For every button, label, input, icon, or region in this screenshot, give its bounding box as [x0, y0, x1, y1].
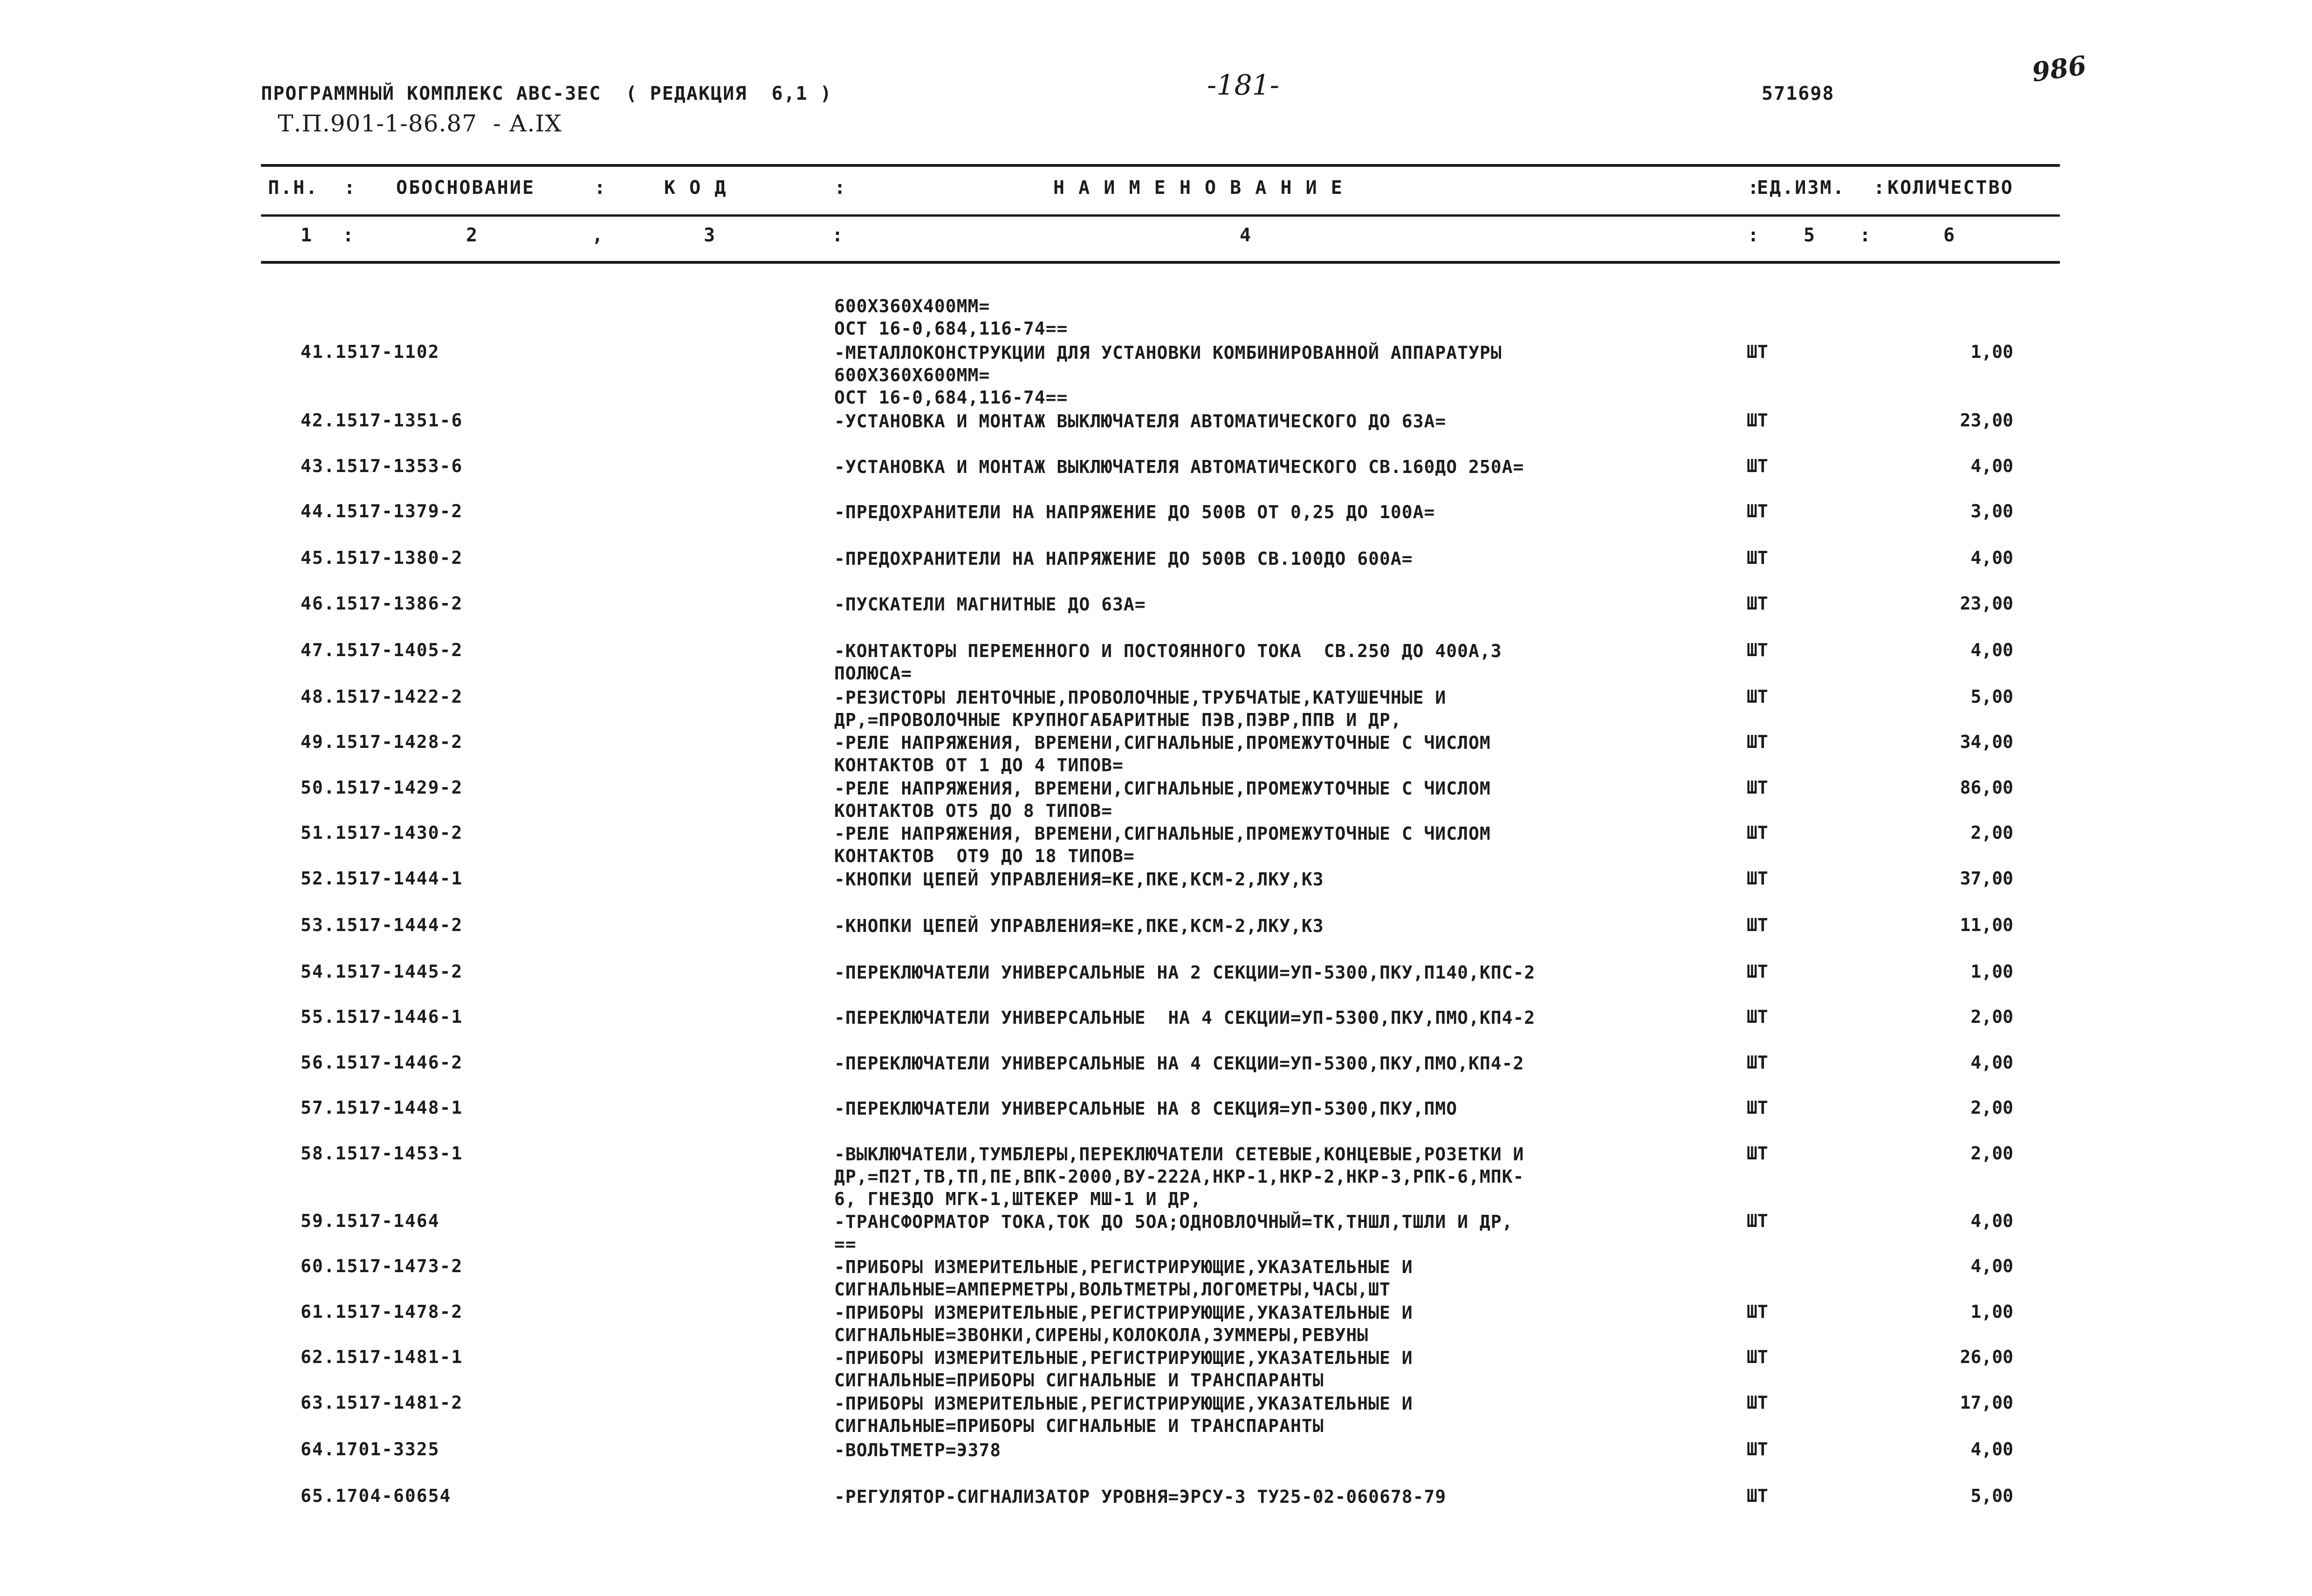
row-name: -ВОЛЬТМЕТР=Э378 — [834, 1440, 1002, 1460]
row-code: 54.1517-1445-2 — [301, 961, 463, 982]
row-code: 63.1517-1481-2 — [301, 1392, 463, 1413]
row-unit: ШТ — [1747, 868, 1768, 889]
row-quantity: 17,00 — [1960, 1392, 2013, 1413]
row-code: 47.1517-1405-2 — [301, 640, 463, 660]
column-separator: : — [343, 225, 354, 246]
column-separator: : — [1873, 177, 1885, 199]
row-name: -КНОПКИ ЦЕПЕЙ УПРАВЛЕНИЯ=КЕ,ПКЕ,КСМ-2,ЛКУ,КЗ — [834, 869, 1324, 890]
row-quantity: 86,00 — [1960, 777, 2013, 798]
row-quantity: 4,00 — [1970, 640, 2013, 660]
column-separator: : — [1859, 225, 1871, 246]
row-quantity: 4,00 — [1970, 1211, 2013, 1231]
row-code: 45.1517-1380-2 — [301, 548, 463, 568]
row-code: 53.1517-1444-2 — [301, 915, 463, 935]
row-name: -РЕЗИСТОРЫ ЛЕНТОЧНЫЕ,ПРОВОЛОЧНЫЕ,ТРУБЧАТЫЕ,КАТУШЕЧНЫЕ И ДР,=ПРОВОЛОЧНЫЕ КРУПНОГАБАРИТНЫЕ ПЭВ,ПЭВР,ППВ И ДР, — [834, 687, 1447, 730]
column-header-item-number: П.Н. — [268, 177, 319, 199]
row-quantity: 2,00 — [1970, 1007, 2013, 1027]
row-unit: ШТ — [1747, 1211, 1768, 1231]
row-unit: ШТ — [1747, 1052, 1768, 1073]
row-name: -ТРАНСФОРМАТОР ТОКА,ТОК ДО 5ОА;ОДНОВЛОЧНЫЙ=ТК,ТНШЛ,ТШЛИ И ДР, == — [834, 1212, 1513, 1254]
row-code: 41.1517-1102 — [301, 342, 440, 362]
row-unit: ШТ — [1747, 640, 1768, 660]
row-code: 62.1517-1481-1 — [301, 1347, 463, 1367]
row-name: -ПРЕДОХРАНИТЕЛИ НА НАПРЯЖЕНИЕ ДО 500В СВ.100ДО 600А= — [834, 548, 1413, 569]
document-code: Т.П.901-1-86.87 - А.IX — [278, 110, 562, 137]
row-code: 42.1517-1351-6 — [301, 410, 463, 431]
row-code: 46.1517-1386-2 — [301, 593, 463, 614]
row-name: -КНОПКИ ЦЕПЕЙ УПРАВЛЕНИЯ=КЕ,ПКЕ,КСМ-2,ЛКУ,КЗ — [834, 916, 1324, 936]
row-code: 61.1517-1478-2 — [301, 1301, 463, 1322]
row-unit: ШТ — [1747, 732, 1768, 752]
row-quantity: 2,00 — [1970, 1143, 2013, 1164]
column-separator: , — [592, 225, 604, 246]
row-name: -МЕТАЛЛОКОНСТРУКЦИИ ДЛЯ УСТАНОВКИ КОМБИНИРОВАННОЙ АППАРАТУРЫ 600Х360Х600ММ= ОСТ 16-0,684,116-74== — [834, 342, 1502, 408]
row-quantity: 37,00 — [1960, 868, 2013, 889]
row-name: -РЕГУЛЯТОР-СИГНАЛИЗАТОР УРОВНЯ=ЭРСУ-3 ТУ25-02-060678-79 — [834, 1486, 1447, 1507]
row-name: -ПРИБОРЫ ИЗМЕРИТЕЛЬНЫЕ,РЕГИСТРИРУЮЩИЕ,УКАЗАТЕЛЬНЫЕ И СИГНАЛЬНЫЕ=ПРИБОРЫ СИГНАЛЬНЫЕ И ТРАНСПАРАНТЫ — [834, 1348, 1413, 1391]
row-name: -ПЕРЕКЛЮЧАТЕЛИ УНИВЕРСАЛЬНЫЕ НА 4 СЕКЦИИ=УП-5300,ПКУ,ПМО,КП4-2 — [834, 1007, 1536, 1028]
column-separator: : — [1748, 225, 1759, 246]
column-number: 1 — [301, 225, 312, 246]
row-name: -ПРЕДОХРАНИТЕЛИ НА НАПРЯЖЕНИЕ ДО 500В ОТ 0,25 ДО 100А= — [834, 502, 1435, 522]
row-name: -ПРИБОРЫ ИЗМЕРИТЕЛЬНЫЕ,РЕГИСТРИРУЮЩИЕ,УКАЗАТЕЛЬНЫЕ И СИГНАЛЬНЫЕ=ЗВОНКИ,СИРЕНЫ,КОЛОКОЛА,ЗУММЕРЫ,РЕВУНЫ — [834, 1302, 1413, 1345]
row-quantity: 1,00 — [1970, 1301, 2013, 1322]
row-code: 59.1517-1464 — [301, 1211, 440, 1231]
row-quantity: 4,00 — [1970, 1256, 2013, 1276]
row-code: 49.1517-1428-2 — [301, 732, 463, 752]
row-quantity: 4,00 — [1970, 456, 2013, 476]
handwritten-number: 986 — [2030, 50, 2088, 88]
row-unit: ШТ — [1747, 686, 1768, 707]
row-unit: ШТ — [1747, 1486, 1768, 1506]
column-separator: : — [832, 225, 844, 246]
row-code: 58.1517-1453-1 — [301, 1143, 463, 1164]
row-quantity: 1,00 — [1970, 342, 2013, 362]
row-unit: ШТ — [1747, 915, 1768, 935]
row-quantity: 2,00 — [1970, 822, 2013, 843]
column-header-quantity: КОЛИЧЕСТВО — [1887, 177, 2014, 199]
row-code: 57.1517-1448-1 — [301, 1097, 463, 1118]
row-unit: ШТ — [1747, 777, 1768, 798]
column-number: 2 — [466, 225, 478, 246]
row-unit: ШТ — [1747, 1439, 1768, 1459]
row-unit: ШТ — [1747, 593, 1768, 614]
row-code: 56.1517-1446-2 — [301, 1052, 463, 1073]
column-header-code: К О Д — [664, 177, 727, 199]
column-number: 6 — [1943, 225, 1955, 246]
row-quantity: 11,00 — [1960, 915, 2013, 935]
row-unit: ШТ — [1747, 1301, 1768, 1322]
row-unit: ШТ — [1747, 1143, 1768, 1164]
row-unit: ШТ — [1747, 548, 1768, 568]
row-quantity: 3,00 — [1970, 501, 2013, 521]
row-unit: ШТ — [1747, 1007, 1768, 1027]
program-title: ПРОГРАММНЫЙ КОМПЛЕКС АВС-3ЕС ( РЕДАКЦИЯ 6,1 ) — [261, 83, 832, 104]
row-unit: ШТ — [1747, 1097, 1768, 1118]
column-header-basis: ОБОСНОВАНИЕ — [396, 177, 535, 199]
row-unit: ШТ — [1747, 456, 1768, 476]
row-unit: ШТ — [1747, 961, 1768, 982]
row-name: -РЕЛЕ НАПРЯЖЕНИЯ, ВРЕМЕНИ,СИГНАЛЬНЫЕ,ПРОМЕЖУТОЧНЫЕ С ЧИСЛОМ КОНТАКТОВ ОТ9 ДО 18 ТИПОВ= — [834, 823, 1491, 866]
row-name: -УСТАНОВКА И МОНТАЖ ВЫКЛЮЧАТЕЛЯ АВТОМАТИЧЕСКОГО СВ.160ДО 250А= — [834, 457, 1524, 477]
row-name: -УСТАНОВКА И МОНТАЖ ВЫКЛЮЧАТЕЛЯ АВТОМАТИЧЕСКОГО ДО 63А= — [834, 411, 1447, 432]
table-body-rule — [261, 261, 2060, 264]
row-name: -ПУСКАТЕЛИ МАГНИТНЫЕ ДО 63А= — [834, 594, 1146, 615]
row-quantity: 34,00 — [1960, 732, 2013, 752]
row-name: -ВЫКЛЮЧАТЕЛИ,ТУМБЛЕРЫ,ПЕРЕКЛЮЧАТЕЛИ СЕТЕВЫЕ,КОНЦЕВЫЕ,РОЗЕТКИ И ДР,=П2Т,ТВ,ТП,ПЕ,ВПК-2000,ВУ-222А,НКР-1,НКР-2,НКР-3,РПК-6,МПК- 6, ГНЕЗДО МГК-1,ШТЕКЕР МШ-1 И ДР, — [834, 1144, 1524, 1209]
column-number: 3 — [704, 225, 715, 246]
row-unit: ШТ — [1747, 822, 1768, 843]
row-quantity: 26,00 — [1960, 1347, 2013, 1367]
row-unit: ШТ — [1747, 501, 1768, 521]
row-code: 48.1517-1422-2 — [301, 686, 463, 707]
row-name: -ПЕРЕКЛЮЧАТЕЛИ УНИВЕРСАЛЬНЫЕ НА 2 СЕКЦИИ=УП-5300,ПКУ,П140,КПС-2 — [834, 962, 1536, 983]
table-header-rule — [261, 214, 2060, 217]
row-quantity: 1,00 — [1970, 961, 2013, 982]
row-code: 44.1517-1379-2 — [301, 501, 463, 521]
row-name: -РЕЛЕ НАПРЯЖЕНИЯ, ВРЕМЕНИ,СИГНАЛЬНЫЕ,ПРОМЕЖУТОЧНЫЕ С ЧИСЛОМ КОНТАКТОВ ОТ 1 ДО 4 ТИПОВ= — [834, 733, 1491, 775]
row-name: -КОНТАКТОРЫ ПЕРЕМЕННОГО И ПОСТОЯННОГО ТОКА СВ.250 ДО 400А,3 ПОЛЮСА= — [834, 641, 1502, 684]
row-quantity: 23,00 — [1960, 593, 2013, 614]
row-code: 55.1517-1446-1 — [301, 1007, 463, 1027]
row-quantity: 4,00 — [1970, 1052, 2013, 1073]
row-code: 64.1701-3325 — [301, 1439, 440, 1459]
table-top-rule — [261, 164, 2060, 167]
column-number: 4 — [1240, 225, 1251, 246]
row-quantity: 4,00 — [1970, 1439, 2013, 1459]
column-separator: : — [594, 177, 606, 199]
row-quantity: 23,00 — [1960, 410, 2013, 431]
row-name: -ПРИБОРЫ ИЗМЕРИТЕЛЬНЫЕ,РЕГИСТРИРУЮЩИЕ,УКАЗАТЕЛЬНЫЕ И СИГНАЛЬНЫЕ=ПРИБОРЫ СИГНАЛЬНЫЕ И ТРАНСПАРАНТЫ — [834, 1393, 1413, 1436]
page-number: -181- — [1207, 69, 1280, 102]
column-header-unit: ЕД.ИЗМ. — [1757, 177, 1845, 199]
row-name: -ПЕРЕКЛЮЧАТЕЛИ УНИВЕРСАЛЬНЫЕ НА 4 СЕКЦИИ=УП-5300,ПКУ,ПМО,КП4-2 — [834, 1053, 1524, 1074]
row-quantity: 4,00 — [1970, 548, 2013, 568]
row-quantity: 5,00 — [1970, 1486, 2013, 1506]
column-number: 5 — [1804, 225, 1815, 246]
row-code: 60.1517-1473-2 — [301, 1256, 463, 1276]
column-separator: : — [344, 177, 356, 199]
row-unit: ШТ — [1747, 410, 1768, 431]
row-name: -ПРИБОРЫ ИЗМЕРИТЕЛЬНЫЕ,РЕГИСТРИРУЮЩИЕ,УКАЗАТЕЛЬНЫЕ И СИГНАЛЬНЫЕ=АМПЕРМЕТРЫ,ВОЛЬТМЕТРЫ,ЛОГОМЕТРЫ,ЧАСЫ,ШТ — [834, 1257, 1413, 1300]
row-quantity: 5,00 — [1970, 686, 2013, 707]
row-code: 65.1704-60654 — [301, 1486, 452, 1506]
row-code: 51.1517-1430-2 — [301, 822, 463, 843]
row-code: 50.1517-1429-2 — [301, 777, 463, 798]
document-number: 571698 — [1762, 83, 1835, 104]
row-quantity: 2,00 — [1970, 1097, 2013, 1118]
row-name: -ПЕРЕКЛЮЧАТЕЛИ УНИВЕРСАЛЬНЫЕ НА 8 СЕКЦИЯ=УП-5300,ПКУ,ПМО — [834, 1098, 1458, 1119]
row-name: 600Х360Х400ММ= ОСТ 16-0,684,116-74== — [834, 296, 1068, 339]
row-code: 52.1517-1444-1 — [301, 868, 463, 889]
column-separator: : — [834, 177, 846, 199]
row-unit: ШТ — [1747, 1392, 1768, 1413]
row-code: 43.1517-1353-6 — [301, 456, 463, 476]
row-unit: ШТ — [1747, 342, 1768, 362]
row-unit: ШТ — [1747, 1347, 1768, 1367]
column-header-name: Н А И М Е Н О В А Н И Е — [1053, 177, 1344, 199]
column-separator: : — [1748, 177, 1759, 199]
row-name: -РЕЛЕ НАПРЯЖЕНИЯ, ВРЕМЕНИ,СИГНАЛЬНЫЕ,ПРОМЕЖУТОЧНЫЕ С ЧИСЛОМ КОНТАКТОВ ОТ5 ДО 8 ТИПОВ= — [834, 778, 1491, 821]
